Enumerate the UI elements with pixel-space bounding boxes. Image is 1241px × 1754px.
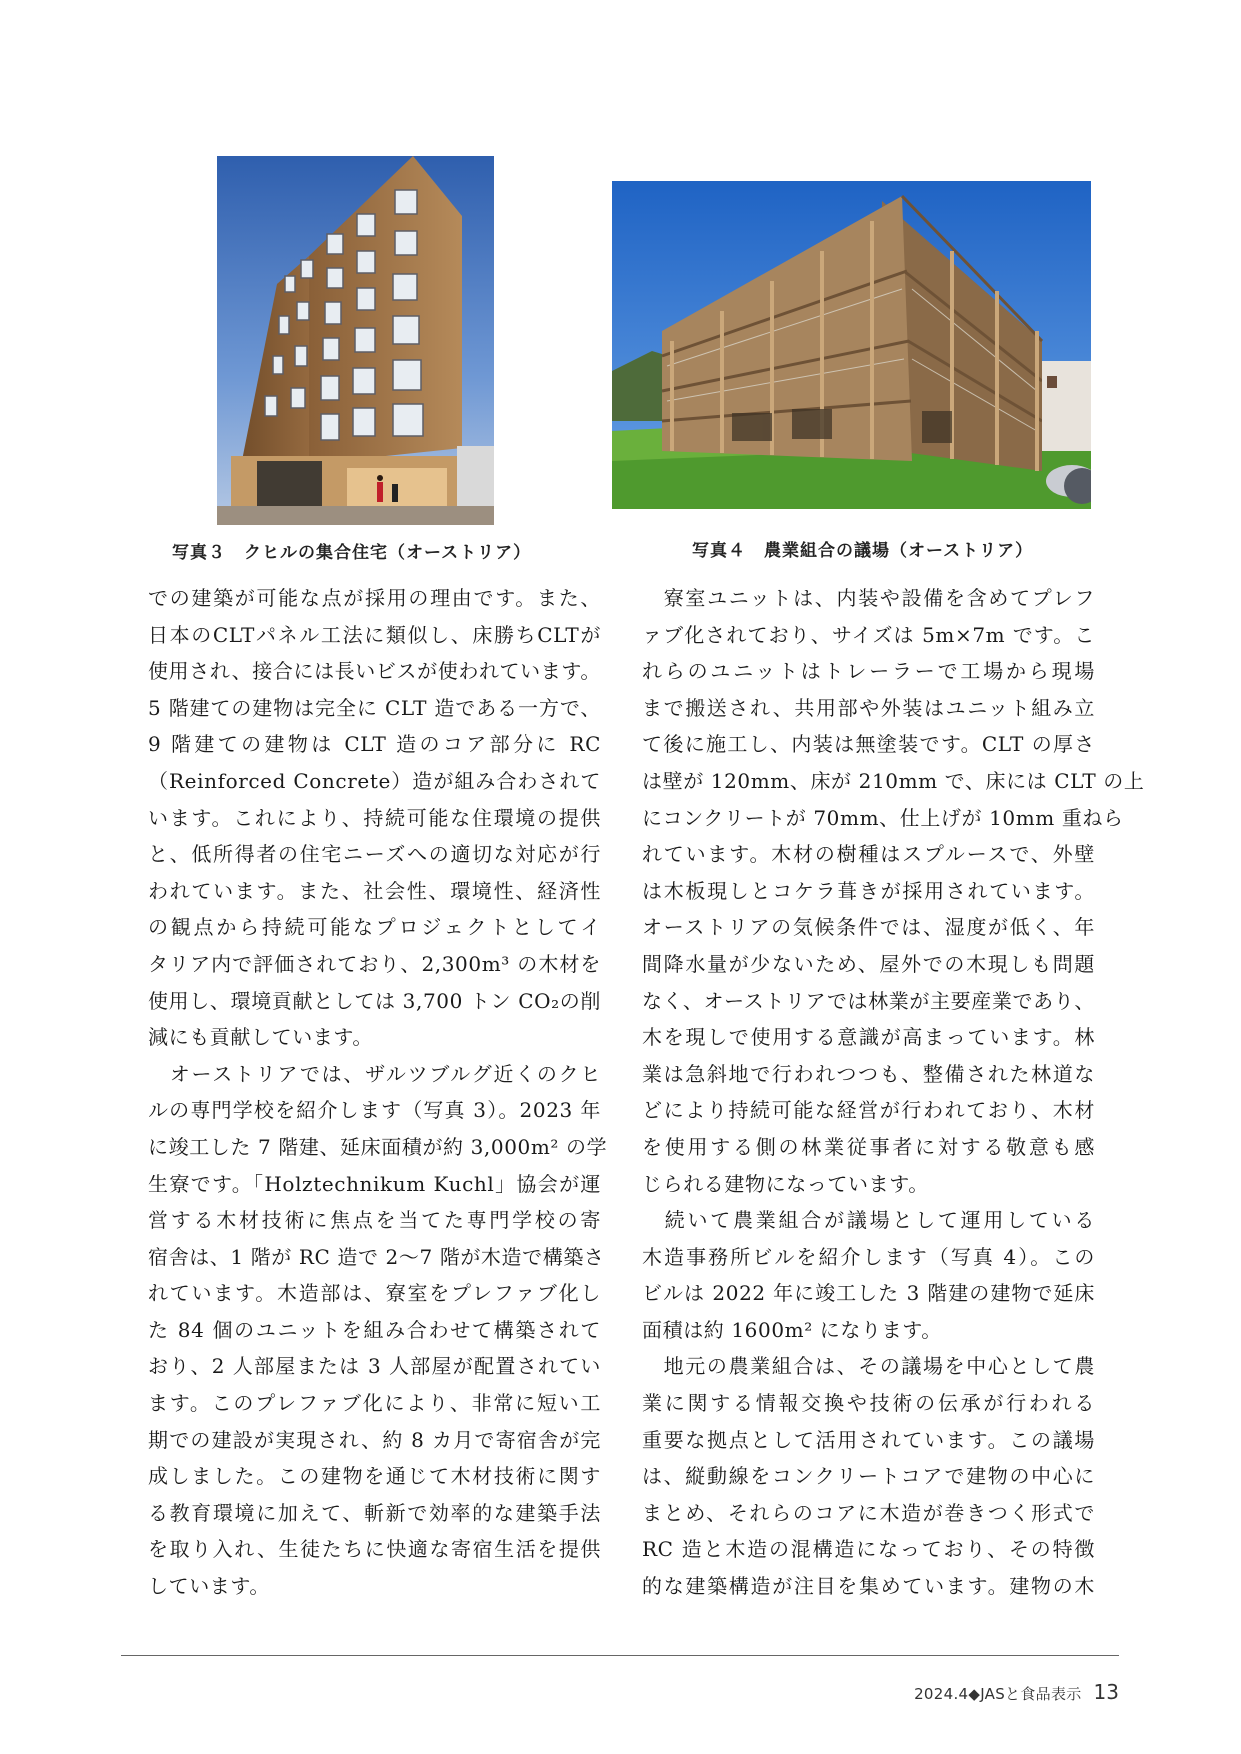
text-line: 9 階建ての建物は CLT 造のコア部分に RC	[148, 732, 601, 757]
issue-label: 2024.4◆JASと食品表示	[914, 1685, 1082, 1703]
text-line: まで搬送され、共用部や外装はユニット組み立	[642, 695, 1095, 720]
text-line: なく、オーストリアでは林業が主要産業であり、	[642, 988, 1095, 1013]
text-line: RC 造と木造の混構造になっており、その特徴	[642, 1537, 1095, 1562]
text-line: と、低所得者の住宅ニーズへの適切な対応が行	[148, 842, 601, 867]
text-line: 使用され、接合には長いビスが使われています。	[148, 659, 601, 684]
text-line: 業に関する情報交換や技術の伝承が行われる	[642, 1391, 1095, 1416]
text-line: われています。また、社会性、環境性、経済性	[148, 878, 601, 903]
text-line: 減にも貢献しています。	[148, 1025, 373, 1050]
text-line: は木板現しとコケラ葺きが採用されています。	[642, 878, 1095, 903]
body-text-right-column	[642, 580, 1145, 1605]
text-line: 木を現しで使用する意識が高まっています。林	[642, 1025, 1095, 1050]
text-line: 営する木材技術に焦点を当てた専門学校の寄	[148, 1208, 601, 1233]
text-line: る教育環境に加えて、斬新で効率的な建築手法	[148, 1500, 601, 1525]
footer-rule	[121, 1655, 1119, 1656]
text-line: オーストリアの気候条件では、湿度が低く、年	[642, 915, 1095, 940]
text-line: 間降水量が少ないため、屋外での木現しも問題	[642, 951, 1095, 976]
text-line: おり、2 人部屋または 3 人部屋が配置されてい	[148, 1354, 601, 1379]
text-line: 的な建築構造が注目を集めています。建物の木	[642, 1574, 1095, 1599]
text-line: での建築が可能な点が採用の理由です。また、	[148, 586, 601, 610]
text-line: （Reinforced Concrete）造が組み合わされて	[148, 768, 601, 793]
text-line: 業は急斜地で行われつつも、整備された林道な	[642, 1061, 1095, 1086]
text-line: 寮室ユニットは、内装や設備を含めてプレフ	[642, 586, 1095, 610]
photo-kuchl-housing-image	[217, 156, 494, 525]
text-line: 日本のCLTパネル工法に類似し、床勝ちCLTが	[148, 622, 601, 647]
text-line: れています。木材の樹種はスプルースで、外壁	[642, 842, 1095, 867]
text-line: て後に施工し、内装は無塗装です。CLT の厚さ	[642, 732, 1095, 757]
text-line: 5 階建ての建物は完全に CLT 造である一方で、	[148, 695, 601, 720]
text-line: ルの専門学校を紹介します（写真 3）。2023 年	[148, 1098, 601, 1123]
text-line: に竣工した 7 階建、延床面積が約 3,000m² の学	[148, 1134, 608, 1159]
text-line: 重要な拠点として活用されています。この議場	[642, 1427, 1095, 1452]
photo4-caption: 写真４ 農業組合の議場（オーストリア）	[692, 541, 1034, 561]
text-line: 面積は約 1600m² になります。	[642, 1317, 942, 1342]
text-line: にコンクリートが 70mm、仕上げが 10mm 重ねら	[642, 805, 1124, 830]
text-line: 使用し、環境貢献としては 3,700 トン CO₂の削	[148, 988, 601, 1013]
text-line: 成しました。この建物を通じて木材技術に関す	[148, 1464, 601, 1489]
text-line: ます。このプレファブ化により、非常に短い工	[148, 1391, 601, 1416]
text-line: 地元の農業組合は、その議場を中心として農	[642, 1354, 1095, 1379]
text-line: は壁が 120mm、床が 210mm で、床には CLT の上	[642, 768, 1145, 793]
text-line: しています。	[148, 1574, 270, 1599]
photo3-caption: 写真３ クヒルの集合住宅（オーストリア）	[172, 543, 532, 563]
text-line: います。これにより、持続可能な住環境の提供	[148, 805, 601, 830]
photo-agri-coop-hall-image	[612, 181, 1091, 509]
text-line: 期での建設が実現され、約 8 カ月で寄宿舎が完	[148, 1427, 601, 1452]
text-line: まとめ、それらのコアに木造が巻きつく形式で	[642, 1500, 1095, 1525]
text-line: 宿舎は、1 階が RC 造で 2〜7 階が木造で構築さ	[148, 1244, 605, 1269]
text-line: 生寮です。「Holztechnikum Kuchl」協会が運	[148, 1171, 601, 1196]
page-number: 13	[1093, 1680, 1119, 1704]
text-line: れています。木造部は、寮室をプレファブ化し	[148, 1281, 601, 1306]
text-line: オーストリアでは、ザルツブルグ近くのクヒ	[148, 1061, 601, 1086]
body-text-left-column	[148, 580, 608, 1605]
text-line: じられる建物になっています。	[642, 1171, 929, 1196]
text-line: タリア内で評価されており、2,300m³ の木材を	[148, 951, 601, 976]
text-line: は、縦動線をコンクリートコアで建物の中心に	[642, 1464, 1095, 1489]
photo-agri-coop-hall	[612, 181, 1091, 509]
photo-kuchl-housing	[217, 156, 494, 525]
text-line: 続いて農業組合が議場として運用している	[642, 1208, 1095, 1233]
text-line: どにより持続可能な経営が行われており、木材	[642, 1098, 1095, 1123]
text-line: を取り入れ、生徒たちに快適な寄宿生活を提供	[148, 1537, 601, 1562]
text-line: ァブ化されており、サイズは 5m×7m です。こ	[642, 622, 1095, 647]
text-line: を使用する側の林業従事者に対する敬意も感	[642, 1134, 1095, 1159]
text-line: 木造事務所ビルを紹介します（写真 4）。この	[642, 1244, 1095, 1269]
text-line: れらのユニットはトレーラーで工場から現場	[642, 659, 1095, 684]
page-footer	[914, 1680, 1119, 1704]
text-line: の観点から持続可能なプロジェクトとしてイ	[148, 915, 601, 940]
text-line: た 84 個のユニットを組み合わせて構築されて	[148, 1317, 601, 1342]
text-line: ビルは 2022 年に竣工した 3 階建の建物で延床	[642, 1281, 1095, 1306]
